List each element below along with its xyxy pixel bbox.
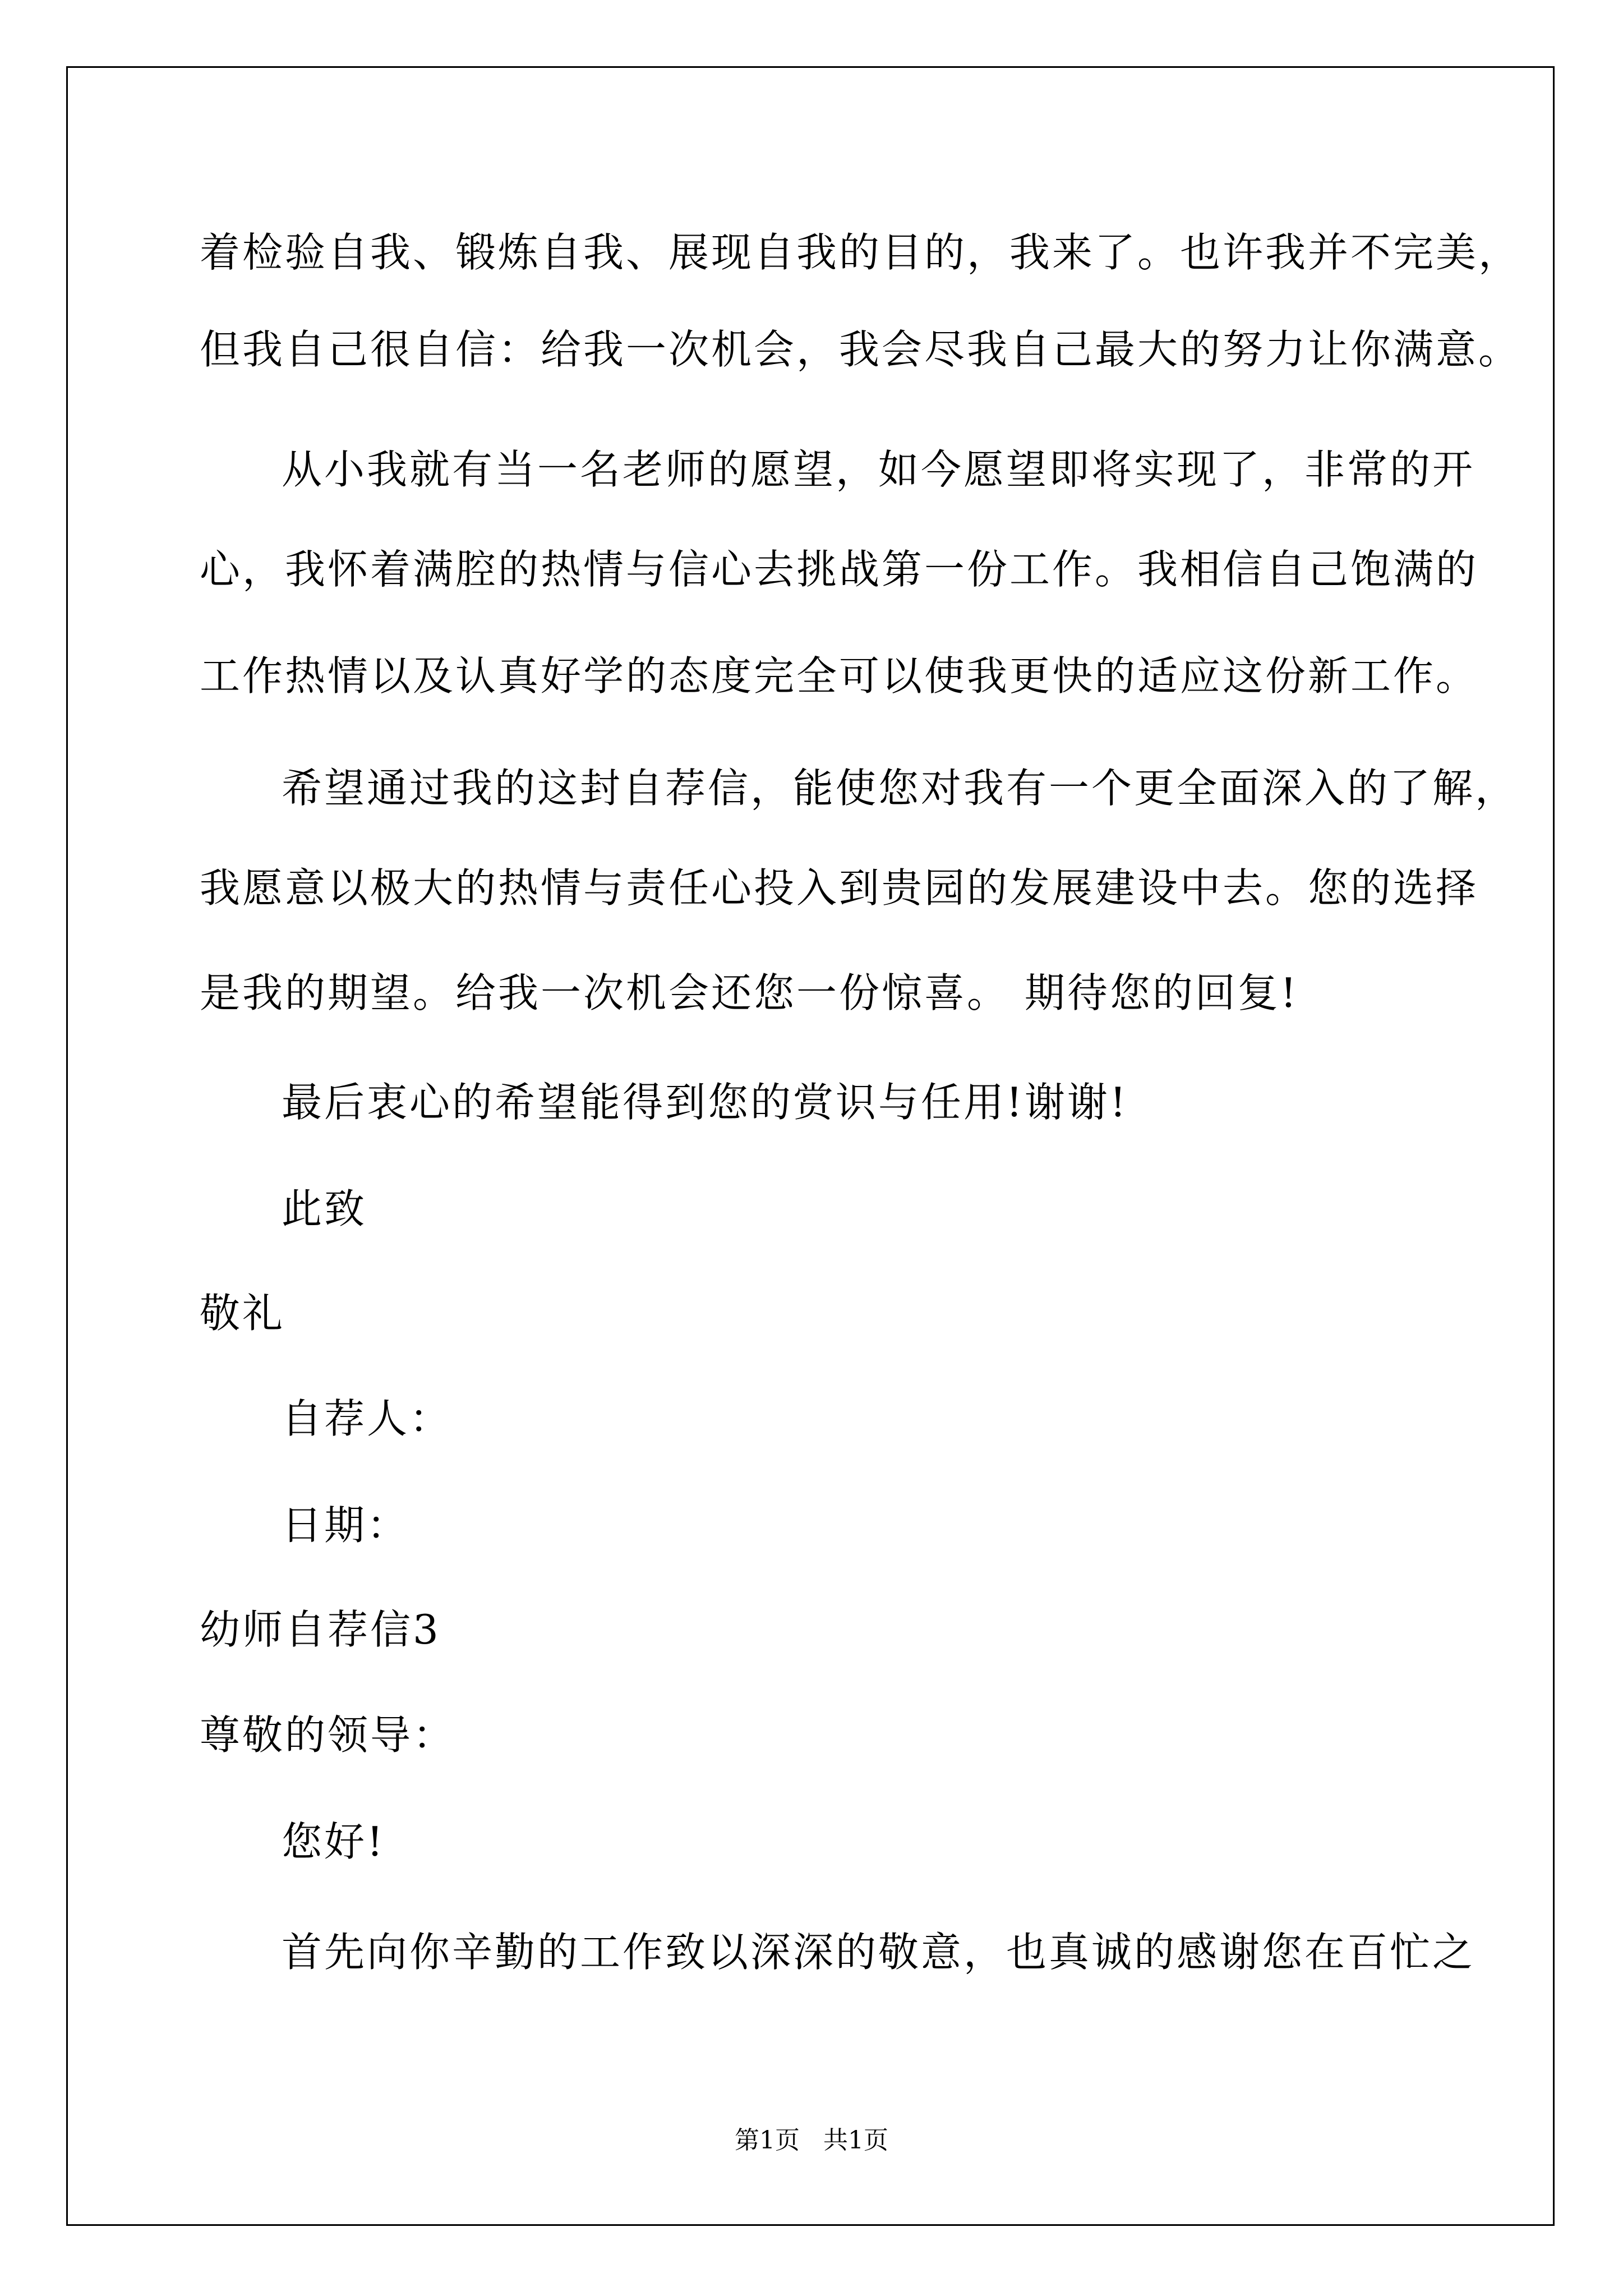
body-line-3: 从小我就有当一名老师的愿望，如今愿望即将实现了，非常的开 <box>282 446 1476 493</box>
body-line-7: 我愿意以极大的热情与责任心投入到贵园的发展建设中去。您的选择 <box>200 864 1479 912</box>
page-border <box>66 66 1555 2226</box>
signature-label: 自荐人： <box>282 1395 453 1442</box>
body-line-5: 工作热情以及认真好学的态度完全可以使我更快的适应这份新工作。 <box>200 652 1479 700</box>
body-line-4: 心，我怀着满腔的热情与信心去挑战第一份工作。我相信自己饱满的 <box>200 546 1479 593</box>
body-line-8: 是我的期望。给我一次机会还您一份惊喜。 期待您的回复! <box>200 969 1299 1016</box>
closing-cizhi: 此致 <box>282 1185 367 1232</box>
date-label: 日期： <box>282 1502 410 1549</box>
salutation: 尊敬的领导： <box>200 1711 456 1759</box>
body-line-last: 首先向你辛勤的工作致以深深的敬意，也真诚的感谢您在百忙之 <box>282 1929 1476 1976</box>
section-title: 幼师自荐信3 <box>200 1606 441 1653</box>
body-line-1: 着检验自我、锻炼自我、展现自我的目的，我来了。也许我并不完美， <box>200 229 1521 276</box>
closing-jingli: 敬礼 <box>200 1290 285 1337</box>
body-line-2: 但我自己很自信：给我一次机会，我会尽我自己最大的努力让你满意。 <box>200 326 1521 373</box>
body-line-6: 希望通过我的这封自荐信，能使您对我有一个更全面深入的了解， <box>282 765 1518 812</box>
greeting: 您好! <box>282 1818 385 1865</box>
page-footer: 第1页 共1页 <box>735 2126 888 2155</box>
body-line-9: 最后衷心的希望能得到您的赏识与任用!谢谢! <box>282 1079 1128 1126</box>
